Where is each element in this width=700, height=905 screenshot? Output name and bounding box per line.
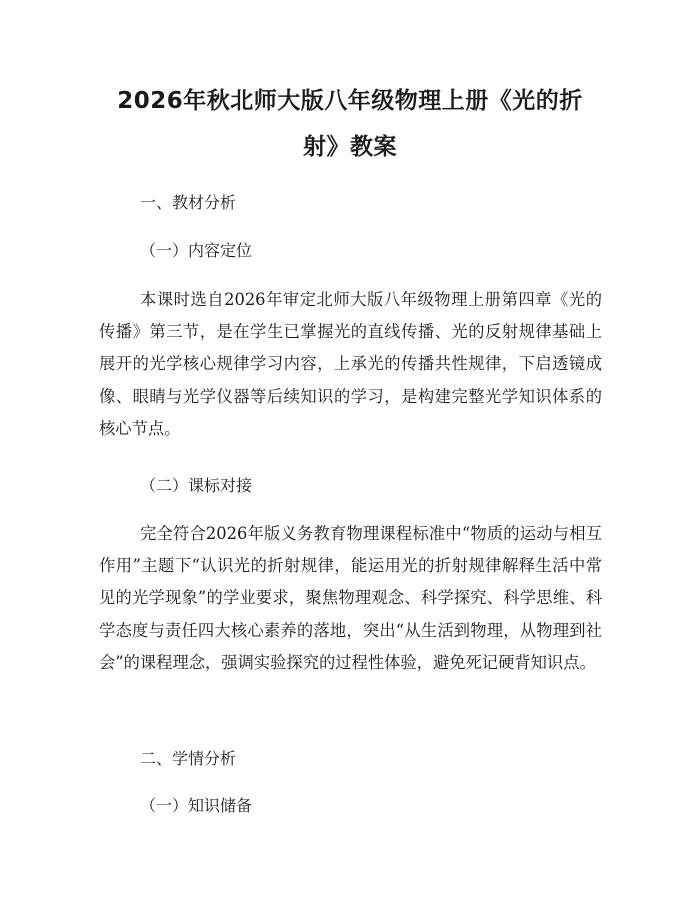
subsection-heading-curriculum-alignment: （二）课标对接 [140,476,253,495]
paragraph-content-positioning: 本课时选自2026年审定北师大版八年级物理上册第四章《光的传播》第三节，是在学生已掌握光的直线传播、光的反射规律基础上展开的光学核心规律学习内容，上承光的传播共性规律，下启透镜成像、眼睛与光学仪器等后续知识的学习，是构建完整光学知识体系的核心节点。 [99,290,602,438]
section-heading-textbook-analysis: 一、教材分析 [140,193,237,212]
document-title: 2026年秋北师大版八年级物理上册《光的折射》教案 [117,88,583,160]
subsection-heading-knowledge-base: （一）知识储备 [140,796,253,815]
subsection-heading-content-positioning: （一）内容定位 [140,241,253,260]
section-heading-learner-analysis: 二、学情分析 [140,749,237,768]
paragraph-curriculum-alignment: 完全符合2026年版义务教育物理课程标准中“物质的运动与相互作用”主题下“认识光的折射规律，能运用光的折射规律解释生活中常见的光学现象”的学业要求，聚焦物理观念、科学探究、科学思维、科学态度与责任四大核心素养的落地，突出“从生活到物理，从物理到社会”的课程理念，强调实验探究的过程性体验，避免死记硬背知识点。 [99,524,602,672]
